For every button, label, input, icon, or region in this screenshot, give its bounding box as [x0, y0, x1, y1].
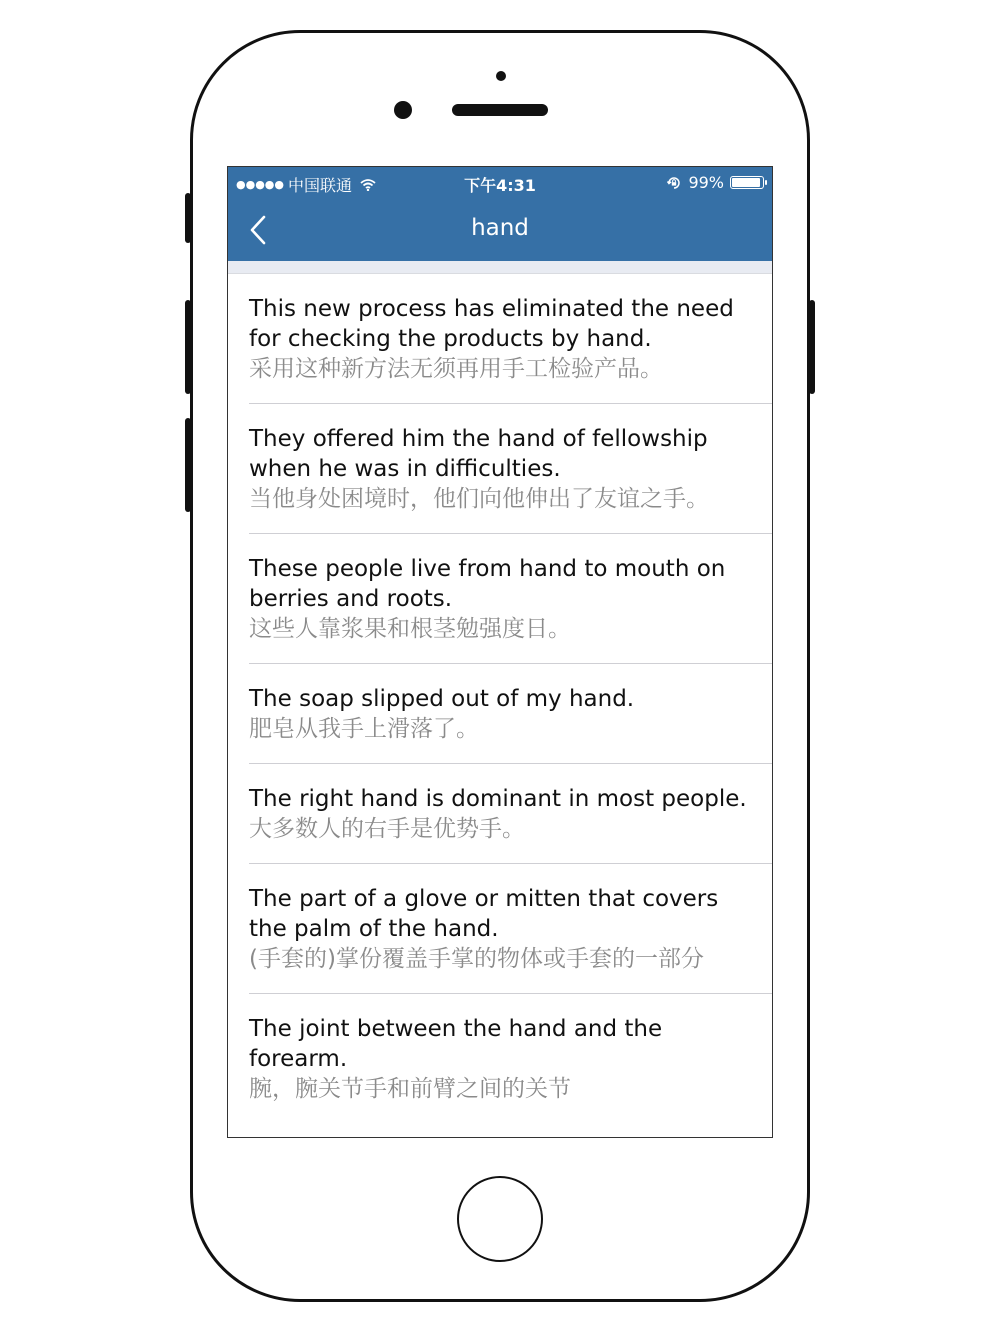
english-sentence: They offered him the hand of fellowship when he was in difficulties.: [249, 426, 708, 482]
chinese-translation: 当他身处困境时，他们向他伸出了友谊之手。: [249, 486, 709, 512]
chinese-translation: 大多数人的右手是优势手。: [249, 816, 525, 842]
list-item[interactable]: [228, 864, 772, 994]
power-button: [809, 300, 815, 394]
chinese-translation: 采用这种新方法无须再用手工检验产品。: [249, 356, 663, 382]
chinese-translation: (手套的)掌份覆盖手掌的物体或手套的一部分: [249, 946, 704, 972]
chinese-translation: 肥皂从我手上滑落了。: [249, 716, 479, 742]
english-sentence: The right hand is dominant in most people.: [249, 786, 747, 812]
list-item[interactable]: [228, 764, 772, 864]
english-sentence: The part of a glove or mitten that covers the palm of the hand.: [249, 886, 719, 942]
front-camera: [496, 71, 506, 81]
list-item[interactable]: [228, 534, 772, 664]
navigation-bar: [228, 199, 772, 261]
volume-down-button: [185, 418, 191, 512]
status-time: 下午4:31: [464, 176, 536, 195]
chinese-translation: 腕，腕关节手和前臂之间的关节: [249, 1076, 571, 1102]
list-item[interactable]: [228, 994, 772, 1124]
volume-up-button: [185, 300, 191, 394]
signal-strength-icon: ●●●●●: [236, 178, 284, 191]
section-divider: [228, 261, 772, 274]
rotation-lock-icon: [666, 175, 682, 191]
list-item[interactable]: [228, 274, 772, 404]
list-item[interactable]: [228, 664, 772, 764]
english-sentence: These people live from hand to mouth on berries and roots.: [249, 556, 726, 612]
mute-switch: [185, 193, 191, 243]
status-bar: [228, 167, 772, 199]
english-sentence: The joint between the hand and the forearm.: [249, 1016, 663, 1072]
example-sentence-list: [228, 274, 772, 1124]
earpiece-speaker: [452, 104, 548, 116]
proximity-sensor: [394, 101, 412, 119]
english-sentence: The soap slipped out of my hand.: [249, 686, 635, 712]
battery-icon: [730, 176, 764, 189]
app-screen: [227, 166, 773, 1138]
home-button[interactable]: [457, 1176, 543, 1262]
battery-percentage: 99%: [688, 173, 724, 192]
carrier-name: 中国联通: [288, 176, 353, 195]
english-sentence: This new process has eliminated the need for checking the products by hand.: [249, 296, 734, 352]
list-item[interactable]: [228, 404, 772, 534]
status-right: [666, 173, 764, 192]
page-title: hand: [471, 215, 529, 241]
chinese-translation: 这些人靠浆果和根茎勉强度日。: [249, 616, 571, 642]
